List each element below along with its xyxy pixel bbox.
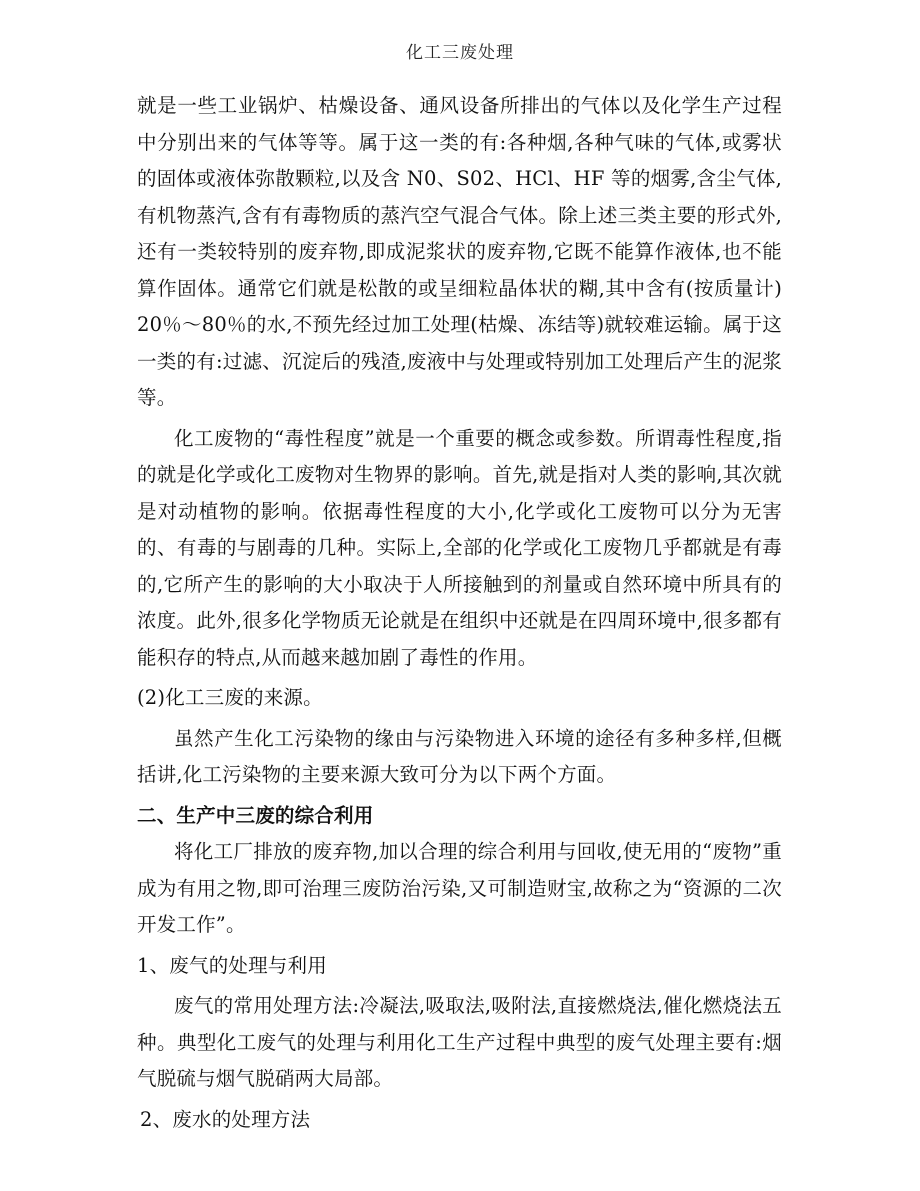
page-header-title: 化工三废处理: [406, 43, 514, 63]
document-body: [137, 88, 782, 1138]
subheading-waste-gas: 1、废气的处理与利用: [137, 953, 327, 977]
subheading-sources: (2)化工三废的来源。: [137, 686, 323, 709]
paragraph-toxicity-degree: 化工废物的“毒性程度”就是一个重要的概念或参数。所谓毒性程度,指的就是化学或化工废物对生物界的影响。首先,就是指对人类的影响,其次就是对动植物的影响。依据毒性程度的大小,化学或化工废物可以分为无害的、有毒的与剧毒的几种。实际上,全部的化学或化工废物几乎都就是有毒的,它所产生的影响的大小取决于人所接触到的剂量或自然环境中所具有的浓度。此外,很多化学物质无论就是在组织中还就是在四周环境中,很多都有能积存的特点,从而越来越加剧了毒性的作用。: [137, 426, 782, 669]
paragraph-waste-gas-methods: 废气的常用处理方法:冷凝法,吸取法,吸附法,直接燃烧法,催化燃烧法五种。典型化工废气的处理与利用化工生产过程中典型的废气处理主要有:烟气脱硫与烟气脱硝两大局部。: [137, 994, 782, 1090]
paragraph-sources: 虽然产生化工污染物的缘由与污染物进入环境的途径有多种多样,但概括讲,化工污染物的主要来源大致可分为以下两个方面。: [137, 726, 782, 786]
paragraph-comprehensive-utilization: 将化工厂排放的废弃物,加以合理的综合利用与回收,使无用的“废物”重成为有用之物,即可治理三废防治污染,又可制造财宝,故称之为“资源的二次开发工作”。: [137, 840, 782, 936]
subheading-waste-water: 2、废水的处理方法: [140, 1107, 311, 1131]
section-heading-comprehensive-utilization: 二、生产中三废的综合利用: [137, 803, 374, 827]
paragraph-waste-gas-and-sludge: 就是一些工业锅炉、枯燥设备、通风设备所排出的气体以及化学生产过程中分别出来的气体等等。属于这一类的有:各种烟,各种气味的气体,或雾状的固体或液体弥散颗粒,以及含 N0、S02、HCl、HF 等的烟雾,含尘气体,有机物蒸汽,含有有毒物质的蒸汽空气混合气体。除上述三类主要的形式外,还有一类较特别的废弃物,即成泥浆状的废弃物,它既不能算作液体,也不能算作固体。通常它们就是松散的或呈细粒晶体状的糊,其中含有(按质量计) 20％～80％的水,不预先经过加工处理(枯燥、冻结等)就较难运输。属于这一类的有:过滤、沉淀后的残渣,废液中与处理或特别加工处理后产生的泥浆等。: [137, 94, 782, 409]
